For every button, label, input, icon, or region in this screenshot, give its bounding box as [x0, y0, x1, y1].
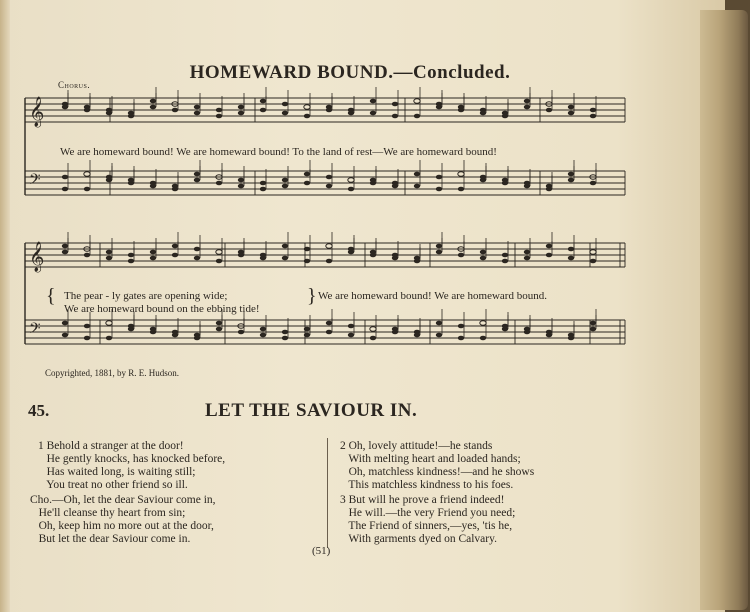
note	[282, 111, 288, 116]
note	[370, 111, 376, 116]
clef: 𝄞	[29, 97, 45, 127]
note	[216, 114, 222, 119]
note	[590, 181, 596, 186]
note	[370, 253, 376, 258]
chorus-text: Cho.—Oh, let the dear Saviour come in, He'll cleanse thy heart from sin; Oh, keep him no more out at the door, But let the dear Saviour come in.	[30, 494, 216, 545]
note	[348, 333, 354, 338]
note	[194, 336, 200, 341]
note	[502, 327, 508, 332]
note	[172, 244, 178, 249]
note	[480, 250, 486, 255]
note	[84, 324, 90, 329]
note	[260, 333, 266, 338]
note	[436, 187, 442, 192]
note	[370, 336, 376, 341]
note	[436, 333, 442, 338]
note	[172, 108, 178, 113]
note	[480, 178, 486, 183]
note	[150, 330, 156, 335]
verse-1: 1 Behold a stranger at the door! He gently knocks, has knocked before, Has waited long, is waiting still; You treat no other friend so ill.	[38, 440, 226, 491]
note	[590, 250, 596, 255]
clefs	[29, 96, 44, 341]
note	[436, 244, 442, 249]
note	[84, 172, 90, 177]
note	[568, 336, 574, 341]
note	[414, 259, 420, 264]
note	[216, 321, 222, 326]
note	[216, 327, 222, 332]
note	[480, 321, 486, 326]
note	[348, 324, 354, 329]
page-number: (51)	[312, 545, 331, 557]
note	[326, 105, 332, 110]
note	[238, 250, 244, 255]
note	[282, 256, 288, 261]
clef: 𝄞	[29, 242, 45, 272]
note	[348, 250, 354, 255]
note	[260, 187, 266, 192]
note	[414, 99, 420, 104]
note	[304, 259, 310, 264]
system1-lyric: We are homeward bound! We are homeward bound! To the land of rest—We are homeward bound!	[60, 146, 497, 158]
note	[480, 256, 486, 261]
note	[392, 114, 398, 119]
note	[370, 178, 376, 183]
note	[194, 178, 200, 183]
note	[326, 175, 332, 180]
note	[106, 321, 112, 326]
note	[568, 256, 574, 261]
note	[502, 259, 508, 264]
note	[260, 327, 266, 332]
note	[392, 102, 398, 107]
note	[502, 181, 508, 186]
note	[304, 181, 310, 186]
clef: 𝄢	[29, 320, 41, 341]
clef: 𝄢	[29, 171, 41, 192]
lyric-brace-right: }	[307, 285, 317, 307]
note	[590, 114, 596, 119]
note	[480, 336, 486, 341]
note	[304, 327, 310, 332]
note	[458, 187, 464, 192]
note	[282, 244, 288, 249]
note	[326, 330, 332, 335]
note	[524, 105, 530, 110]
note	[150, 99, 156, 104]
note	[348, 187, 354, 192]
note	[458, 253, 464, 258]
note	[216, 250, 222, 255]
note	[304, 247, 310, 252]
song-title-concluded: HOMEWARD BOUND.—Concluded.	[189, 62, 511, 83]
note	[392, 256, 398, 261]
note	[282, 102, 288, 107]
note	[172, 333, 178, 338]
note	[282, 330, 288, 335]
note	[194, 172, 200, 177]
note	[304, 114, 310, 119]
note	[216, 259, 222, 264]
system2-lyric-end: We are homeward bound! We are homeward bound.	[318, 290, 547, 302]
note	[568, 105, 574, 110]
note	[524, 330, 530, 335]
note	[590, 321, 596, 326]
note	[568, 247, 574, 252]
note	[326, 321, 332, 326]
note	[568, 111, 574, 116]
note	[436, 250, 442, 255]
note	[84, 187, 90, 192]
note	[106, 250, 112, 255]
system2-lyric-line2: We are homeward bound on the ebbing tide!	[64, 303, 260, 315]
note	[568, 178, 574, 183]
note	[590, 108, 596, 113]
note	[392, 181, 398, 186]
note	[62, 105, 68, 110]
note	[458, 324, 464, 329]
note	[282, 184, 288, 189]
note	[436, 321, 442, 326]
note	[370, 327, 376, 332]
note	[150, 184, 156, 189]
note	[546, 253, 552, 258]
note	[458, 172, 464, 177]
note	[502, 114, 508, 119]
note	[106, 336, 112, 341]
note	[326, 244, 332, 249]
note	[326, 184, 332, 189]
note	[128, 181, 134, 186]
note	[370, 99, 376, 104]
note	[304, 333, 310, 338]
note	[84, 108, 90, 113]
verse-3: 3 But will he prove a friend indeed! He will.—the very Friend you need; The Friend of sinners,—yes, 'tis he, With garments dyed on Calvary.	[340, 494, 516, 545]
note	[304, 105, 310, 110]
verse-2: 2 Oh, lovely attitude!—he stands With melting heart and loaded hands; Oh, matchless kindness!—and he shows This matchless kindness to his foes.	[340, 440, 535, 491]
note	[282, 336, 288, 341]
note	[590, 259, 596, 264]
note	[150, 105, 156, 110]
note	[502, 253, 508, 258]
note	[106, 256, 112, 261]
note	[128, 327, 134, 332]
note	[260, 99, 266, 104]
note	[458, 108, 464, 113]
note	[216, 181, 222, 186]
column-divider	[327, 438, 328, 548]
note	[238, 111, 244, 116]
note	[106, 111, 112, 116]
note	[62, 333, 68, 338]
note	[436, 175, 442, 180]
note	[568, 172, 574, 177]
note	[194, 256, 200, 261]
note	[480, 111, 486, 116]
chorus-label: Chorus.	[58, 80, 91, 90]
note	[194, 247, 200, 252]
note	[84, 253, 90, 258]
note	[304, 172, 310, 177]
note	[260, 108, 266, 113]
note	[524, 184, 530, 189]
note	[348, 178, 354, 183]
note	[436, 105, 442, 110]
note	[172, 187, 178, 192]
note	[458, 336, 464, 341]
note	[546, 333, 552, 338]
note	[282, 178, 288, 183]
note	[590, 327, 596, 332]
note	[194, 105, 200, 110]
note	[216, 108, 222, 113]
note	[546, 244, 552, 249]
note	[62, 321, 68, 326]
note	[62, 244, 68, 249]
note	[238, 105, 244, 110]
note	[150, 250, 156, 255]
note	[194, 111, 200, 116]
note	[238, 184, 244, 189]
note	[62, 187, 68, 192]
note	[128, 253, 134, 258]
note	[524, 256, 530, 261]
note	[414, 114, 420, 119]
hymn-title: LET THE SAVIOUR IN.	[205, 400, 418, 421]
hymn-number: 45.	[28, 401, 50, 420]
note	[326, 259, 332, 264]
note	[546, 187, 552, 192]
note	[524, 99, 530, 104]
note	[414, 184, 420, 189]
note	[150, 256, 156, 261]
note	[128, 114, 134, 119]
note	[128, 259, 134, 264]
note	[238, 178, 244, 183]
note	[524, 250, 530, 255]
copyright-line: Copyrighted, 1881, by R. E. Hudson.	[45, 368, 179, 378]
note	[260, 253, 266, 258]
note	[172, 253, 178, 258]
note	[238, 330, 244, 335]
lyric-brace-left: {	[46, 285, 56, 307]
note	[392, 327, 398, 332]
note	[62, 250, 68, 255]
note	[62, 175, 68, 180]
note	[414, 172, 420, 177]
note	[414, 330, 420, 335]
note	[106, 178, 112, 183]
system2-lyric-line1: The pear - ly gates are opening wide;	[64, 290, 228, 302]
note	[348, 108, 354, 113]
note	[84, 336, 90, 341]
note	[260, 181, 266, 186]
note	[546, 108, 552, 113]
